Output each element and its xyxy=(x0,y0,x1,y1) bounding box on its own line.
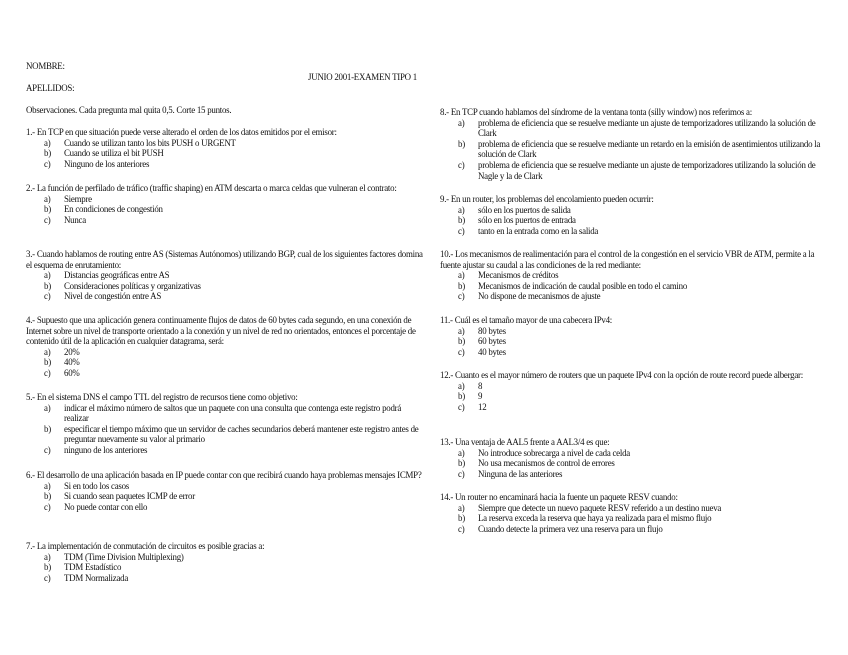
option-letter: a) xyxy=(458,502,465,513)
apellidos-label: APELLIDOS: xyxy=(26,83,75,93)
question-7 xyxy=(26,541,426,583)
option[interactable] xyxy=(440,448,822,459)
option-letter: b) xyxy=(458,458,465,469)
option[interactable] xyxy=(440,205,822,216)
option[interactable] xyxy=(440,291,822,302)
option-letter: c) xyxy=(44,158,51,169)
option[interactable] xyxy=(26,138,426,149)
option[interactable] xyxy=(26,159,426,170)
question-1 xyxy=(26,127,426,169)
option[interactable] xyxy=(26,491,426,502)
option-letter: b) xyxy=(44,280,51,291)
exam-title: JUNIO 2001-EXAMEN TIPO 1 xyxy=(308,72,417,82)
option[interactable] xyxy=(26,562,426,573)
option[interactable] xyxy=(440,402,822,413)
question-14 xyxy=(440,492,822,534)
option[interactable] xyxy=(26,148,426,159)
option[interactable] xyxy=(26,403,426,424)
option[interactable] xyxy=(440,347,822,358)
option[interactable] xyxy=(26,445,426,456)
option-text: 20% xyxy=(64,346,80,357)
option-text: tanto en la entrada como en la salida xyxy=(478,225,599,236)
option-letter: c) xyxy=(44,214,51,225)
option-text: Mecanismos de indicación de caudal posible en todo el camino xyxy=(478,280,688,291)
option-text: Consideraciones políticas y organizativas xyxy=(64,280,201,291)
option-text: sólo en los puertos de entrada xyxy=(478,215,576,226)
option-letter: c) xyxy=(44,501,51,512)
option-text: especificar el tiempo máximo que un servidor de caches secundarios deberá mantener este registro antes de preguntar nuevamente su valor al primario xyxy=(64,423,419,445)
option-text: TDM Estadístico xyxy=(64,562,122,573)
option-text: problema de eficiencia que se resuelve mediante un retardo en la emisión de asentimientos utilizando la solución de Clark xyxy=(478,138,821,160)
option-text: 8 xyxy=(478,380,483,391)
option-text: 9 xyxy=(478,391,483,402)
option-letter: a) xyxy=(458,447,465,458)
option-letter: a) xyxy=(44,346,51,357)
option-letter: c) xyxy=(458,523,465,534)
option-letter: a) xyxy=(44,480,51,491)
option-text: problema de eficiencia que se resuelve mediante un ajuste de temporizadores utilizando la solución de Clark xyxy=(478,117,816,139)
option-letter: c) xyxy=(44,367,51,378)
option[interactable] xyxy=(26,552,426,563)
option-letter: a) xyxy=(44,270,51,281)
option-text: En condiciones de congestión xyxy=(64,204,163,215)
option-text: 40% xyxy=(64,357,80,368)
option-letter: c) xyxy=(458,159,465,170)
question-text: 5.- En el sistema DNS el campo TTL del registro de recursos tiene como objetivo: xyxy=(26,392,298,402)
option-text: Siempre xyxy=(64,193,92,204)
option-letter: b) xyxy=(44,562,51,573)
option-text: TDM (Time Division Multiplexing) xyxy=(64,551,184,562)
option-text: No introduce sobrecarga a nivel de cada celda xyxy=(478,447,630,458)
option-text: ninguno de los anteriores xyxy=(64,444,148,455)
question-8 xyxy=(440,107,822,181)
option-text: 12 xyxy=(478,401,487,412)
option-letter: a) xyxy=(44,193,51,204)
option-letter: b) xyxy=(44,148,51,159)
option-letter: a) xyxy=(44,137,51,148)
option-letter: a) xyxy=(458,270,465,281)
question-text: 9.- En un router, los problemas del encolamiento pueden ocurrir: xyxy=(440,194,654,204)
option-text: 40 bytes xyxy=(478,346,506,357)
option[interactable] xyxy=(26,215,426,226)
option-text: 60 bytes xyxy=(478,336,506,347)
option-text: Si en todo los casos xyxy=(64,480,130,491)
option-text: Ninguno de los anteriores xyxy=(64,158,150,169)
option-text: Cuando se utiliza el bit PUSH xyxy=(64,148,164,159)
option-letter: a) xyxy=(44,402,51,413)
option-text: sólo en los puertos de salida xyxy=(478,204,571,215)
option-text: No puede contar con ello xyxy=(64,501,148,512)
option[interactable] xyxy=(26,357,426,368)
question-text: 8.- En TCP cuando hablamos del síndrome de la ventana tonta (silly window) nos referimos a: xyxy=(440,107,752,117)
option[interactable] xyxy=(440,336,822,347)
option[interactable] xyxy=(440,524,822,535)
option[interactable] xyxy=(440,270,822,281)
option[interactable] xyxy=(440,215,822,226)
option-letter: a) xyxy=(458,380,465,391)
option[interactable] xyxy=(440,391,822,402)
option[interactable] xyxy=(26,270,426,281)
option[interactable] xyxy=(440,281,822,292)
option[interactable] xyxy=(440,458,822,469)
option-text: indicar el máximo número de saltos que un paquete con una consulta que contenga este registro podrá realizar xyxy=(64,402,402,424)
option-letter: b) xyxy=(458,513,465,524)
option[interactable] xyxy=(440,326,822,337)
option-letter: c) xyxy=(458,291,465,302)
option-text: Mecanismos de créditos xyxy=(478,270,559,281)
option[interactable] xyxy=(440,118,822,139)
option-letter: a) xyxy=(458,204,465,215)
option[interactable] xyxy=(26,573,426,584)
option[interactable] xyxy=(440,139,822,160)
question-3 xyxy=(26,249,426,302)
option[interactable] xyxy=(440,469,822,480)
question-5 xyxy=(26,392,426,456)
option[interactable] xyxy=(440,160,822,181)
question-4 xyxy=(26,315,426,379)
option[interactable] xyxy=(26,281,426,292)
question-text: 13.- Una ventaja de AAL5 frente a AAL3/4 es que: xyxy=(440,437,610,447)
option-letter: c) xyxy=(44,444,51,455)
option-letter: b) xyxy=(44,204,51,215)
question-13 xyxy=(440,437,822,479)
option[interactable] xyxy=(440,381,822,392)
option-text: Si cuando sean paquetes ICMP de error xyxy=(64,491,195,502)
question-text: 1.- En TCP en que situación puede verse alterado el orden de los datos emitidos por el emisor: xyxy=(26,127,337,137)
question-11 xyxy=(440,315,822,357)
question-text: 12.- Cuanto es el mayor número de routers que un paquete IPv4 con la opción de route record puede albergar: xyxy=(440,370,803,380)
option-letter: c) xyxy=(458,401,465,412)
option[interactable] xyxy=(440,513,822,524)
option[interactable] xyxy=(26,194,426,205)
option[interactable] xyxy=(26,204,426,215)
option-text: La reserva exceda la reserva que haya ya realizada para el mismo flujo xyxy=(478,513,712,524)
option-letter: b) xyxy=(458,215,465,226)
option-letter: b) xyxy=(44,491,51,502)
question-2 xyxy=(26,183,426,225)
option-letter: a) xyxy=(458,325,465,336)
question-text: 14.- Un router no encaminará hacia la fuente un paquete RESV cuando: xyxy=(440,492,678,502)
option-text: Cuando detecte la primera vez una reserva para un flujo xyxy=(478,523,663,534)
option[interactable] xyxy=(440,503,822,514)
option-letter: a) xyxy=(458,117,465,128)
question-text: 11.- Cuál es el tamaño mayor de una cabecera IPv4: xyxy=(440,315,612,325)
option-text: Nivel de congestión entre AS xyxy=(64,291,162,302)
option-letter: b) xyxy=(458,280,465,291)
option-letter: b) xyxy=(44,357,51,368)
nombre-label: NOMBRE: xyxy=(26,61,65,71)
option-letter: c) xyxy=(458,468,465,479)
option-letter: c) xyxy=(458,346,465,357)
option-text: Distancias geográficas entre AS xyxy=(64,270,170,281)
question-6 xyxy=(26,470,426,512)
option[interactable] xyxy=(26,502,426,513)
option-letter: c) xyxy=(44,572,51,583)
option-text: Cuando se utilizan tanto los bits PUSH o URGENT xyxy=(64,137,236,148)
option-letter: b) xyxy=(44,423,51,434)
question-text: 4.- Supuesto que una aplicación genera continuamente flujos de datos de 60 bytes cada segundo, en una conexión de Internet sobre un nivel de transporte orientado a la conexión y un nivel de red no orientados, entonces el porcentaje de contenido útil de la aplicación en cualquier datagrama, será: xyxy=(26,315,416,347)
question-text: 10.- Los mecanismos de realimentación para el control de la congestión en el servicio VBR de ATM, permite a la fuente ajustar su caudal a las condiciones de la red mediante: xyxy=(440,249,815,270)
option-text: Siempre que detecte un nuevo paquete RESV referido a un destino nueva xyxy=(478,502,722,513)
option-text: Nunca xyxy=(64,214,86,225)
option-letter: c) xyxy=(458,225,465,236)
option-text: TDM Normalizada xyxy=(64,572,129,583)
observations: Observaciones. Cada pregunta mal quita 0,5. Corte 15 puntos. xyxy=(26,105,232,115)
option-letter: c) xyxy=(44,291,51,302)
option-letter: b) xyxy=(458,391,465,402)
question-9 xyxy=(440,194,822,236)
option-letter: b) xyxy=(458,336,465,347)
option-text: problema de eficiencia que se resuelve mediante un ajuste de temporizadores utilizando la solución de Nagle y la de Clark xyxy=(478,159,816,181)
option-text: No dispone de mecanismos de ajuste xyxy=(478,291,601,302)
question-12 xyxy=(440,370,822,412)
option[interactable] xyxy=(26,481,426,492)
option[interactable] xyxy=(440,226,822,237)
option-text: 60% xyxy=(64,367,80,378)
question-text: 6.- El desarrollo de una aplicación basada en IP puede contar con que recibirá cuando haya problemas mensajes ICMP? xyxy=(26,470,422,480)
option-text: Ninguna de las anteriores xyxy=(478,468,563,479)
option[interactable] xyxy=(26,368,426,379)
question-text: 7.- La implementación de conmutación de circuitos es posible gracias a: xyxy=(26,541,265,551)
question-text: 3.- Cuando hablamos de routing entre AS (Sistemas Autónomos) utilizando BGP, cual de los siguientes factores domina el esquema de enrutamiento: xyxy=(26,249,423,270)
option-letter: b) xyxy=(458,138,465,149)
option[interactable] xyxy=(26,347,426,358)
option-text: No usa mecanismos de control de errores xyxy=(478,458,615,469)
option-letter: a) xyxy=(44,551,51,562)
question-10 xyxy=(440,249,822,302)
option[interactable] xyxy=(26,424,426,445)
option[interactable] xyxy=(26,291,426,302)
question-text: 2.- La función de perfilado de tráfico (traffic shaping) en ATM descarta o marca celdas que vulneran el contrato: xyxy=(26,183,397,193)
option-text: 80 bytes xyxy=(478,325,506,336)
